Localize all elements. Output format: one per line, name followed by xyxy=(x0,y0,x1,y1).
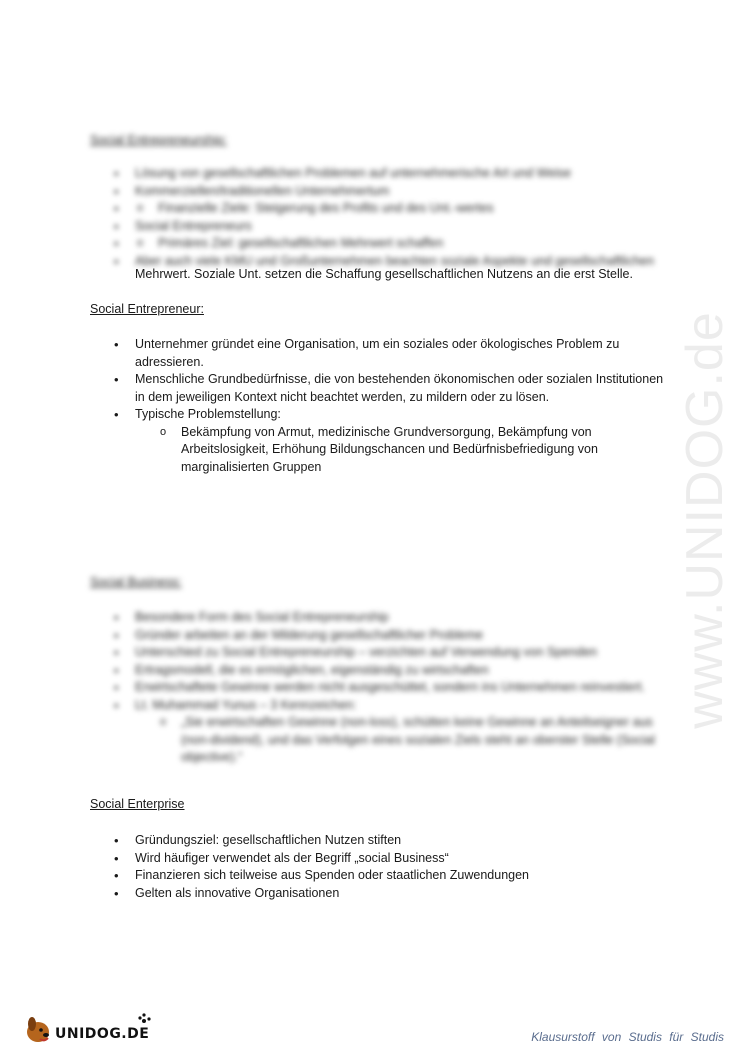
watermark: www.UNIDOG.de xyxy=(676,311,734,729)
section-heading-social-business: Social Business: xyxy=(90,575,182,589)
sub-list-item: o Bekämpfung von Armut, medizinische Grundversorgung, Bekämpfung von Arbeitslosigkeit, Erhöhung Bildungschancen und Bedürfnisbefriedigung von marginalisierten Gruppen xyxy=(158,424,672,477)
bullet-list-social-entrepreneurship xyxy=(112,165,672,270)
list-item: • Erwirtschaftete Gewinne werden nicht ausgeschüttet, sondern ins Unternehmen reinvestiert. xyxy=(112,679,672,697)
logo-wordmark: UNIDOG.DE xyxy=(55,1026,150,1042)
list-item: • Lösung von gesellschaftlichen Problemen auf unternehmerische Art und Weise xyxy=(112,165,672,183)
bullet-list-social-business xyxy=(112,609,672,767)
sub-list-item: o • Finanzielle Ziele: Steigerung des Profits und des Unt.-wertes xyxy=(135,200,672,218)
sub-list-item: o • Primäres Ziel: gesellschaftlichen Mehrwert schaffen xyxy=(135,235,672,253)
list-item: • Wird häufiger verwendet als der Begriff „social Business“ xyxy=(112,850,672,868)
section-heading-social-entrepreneurship: Social Entrepreneurship: xyxy=(90,133,227,147)
list-item xyxy=(112,235,672,253)
list-item: • Unterschied zu Social Entrepreneurship – verzichten auf Verwendung von Spenden xyxy=(112,644,672,662)
list-item: • Menschliche Grundbedürfnisse, die von bestehenden ökonomischen oder sozialen Institutionen in dem jeweiligen Kontext nicht beachtet werden, zu mildern oder zu lösen. xyxy=(112,371,672,406)
list-item-label: Lt. Muhammad Yunus – 3 Kennzeichen: xyxy=(135,697,357,712)
list-item: • Finanzieren sich teilweise aus Spenden oder staatlichen Zuwendungen xyxy=(112,867,672,885)
section-heading-social-entrepreneur: Social Entrepreneur: xyxy=(90,302,204,316)
list-item: • Social Entrepreneurs xyxy=(112,218,672,236)
footer-tagline: Klausurstoff von Studis für Studis xyxy=(531,1030,724,1044)
list-item xyxy=(112,697,672,767)
list-item: • Gründer arbeiten an der Milderung gesellschaftlicher Probleme xyxy=(112,627,672,645)
list-item xyxy=(112,200,672,218)
list-item: • Gründungsziel: gesellschaftlichen Nutzen stiften xyxy=(112,832,672,850)
list-item xyxy=(112,406,672,476)
list-item: • Ertragsmodell, die es ermöglichen, eigenständig zu wirtschaften xyxy=(112,662,672,680)
list-item: • Gelten als innovative Organisationen xyxy=(112,885,672,903)
bullet-list-social-entrepreneur xyxy=(112,336,672,476)
list-item: • Besondere Form des Social Entrepreneurship xyxy=(112,609,672,627)
section-heading-social-enterprise: Social Enterprise xyxy=(90,797,185,811)
list-item: • Unternehmer gründet eine Organisation, um ein soziales oder ökologisches Problem zu adressieren. xyxy=(112,336,672,371)
bullet-list-social-enterprise xyxy=(112,832,672,902)
sub-list-item: o „Sie erwirtschaften Gewinne (non-loss), schütten keine Gewinne an Anteilseigner aus (non-dividend), und das Verfolgen eines sozialen Ziels steht an oberster Stelle (Social objective).“ xyxy=(158,714,672,767)
list-item-label: Typische Problemstellung: xyxy=(135,407,281,421)
list-item: • Kommerziellen/traditionellen Unternehmertum xyxy=(112,183,672,201)
continuation-text: Mehrwert. Soziale Unt. setzen die Schaffung gesellschaftlichen Nutzens an die erst Stelle. xyxy=(135,267,633,281)
list-item: • Aber auch viele KMU und Großunternehmen beachten soziale Aspekte und gesellschaftlichen xyxy=(112,253,672,271)
